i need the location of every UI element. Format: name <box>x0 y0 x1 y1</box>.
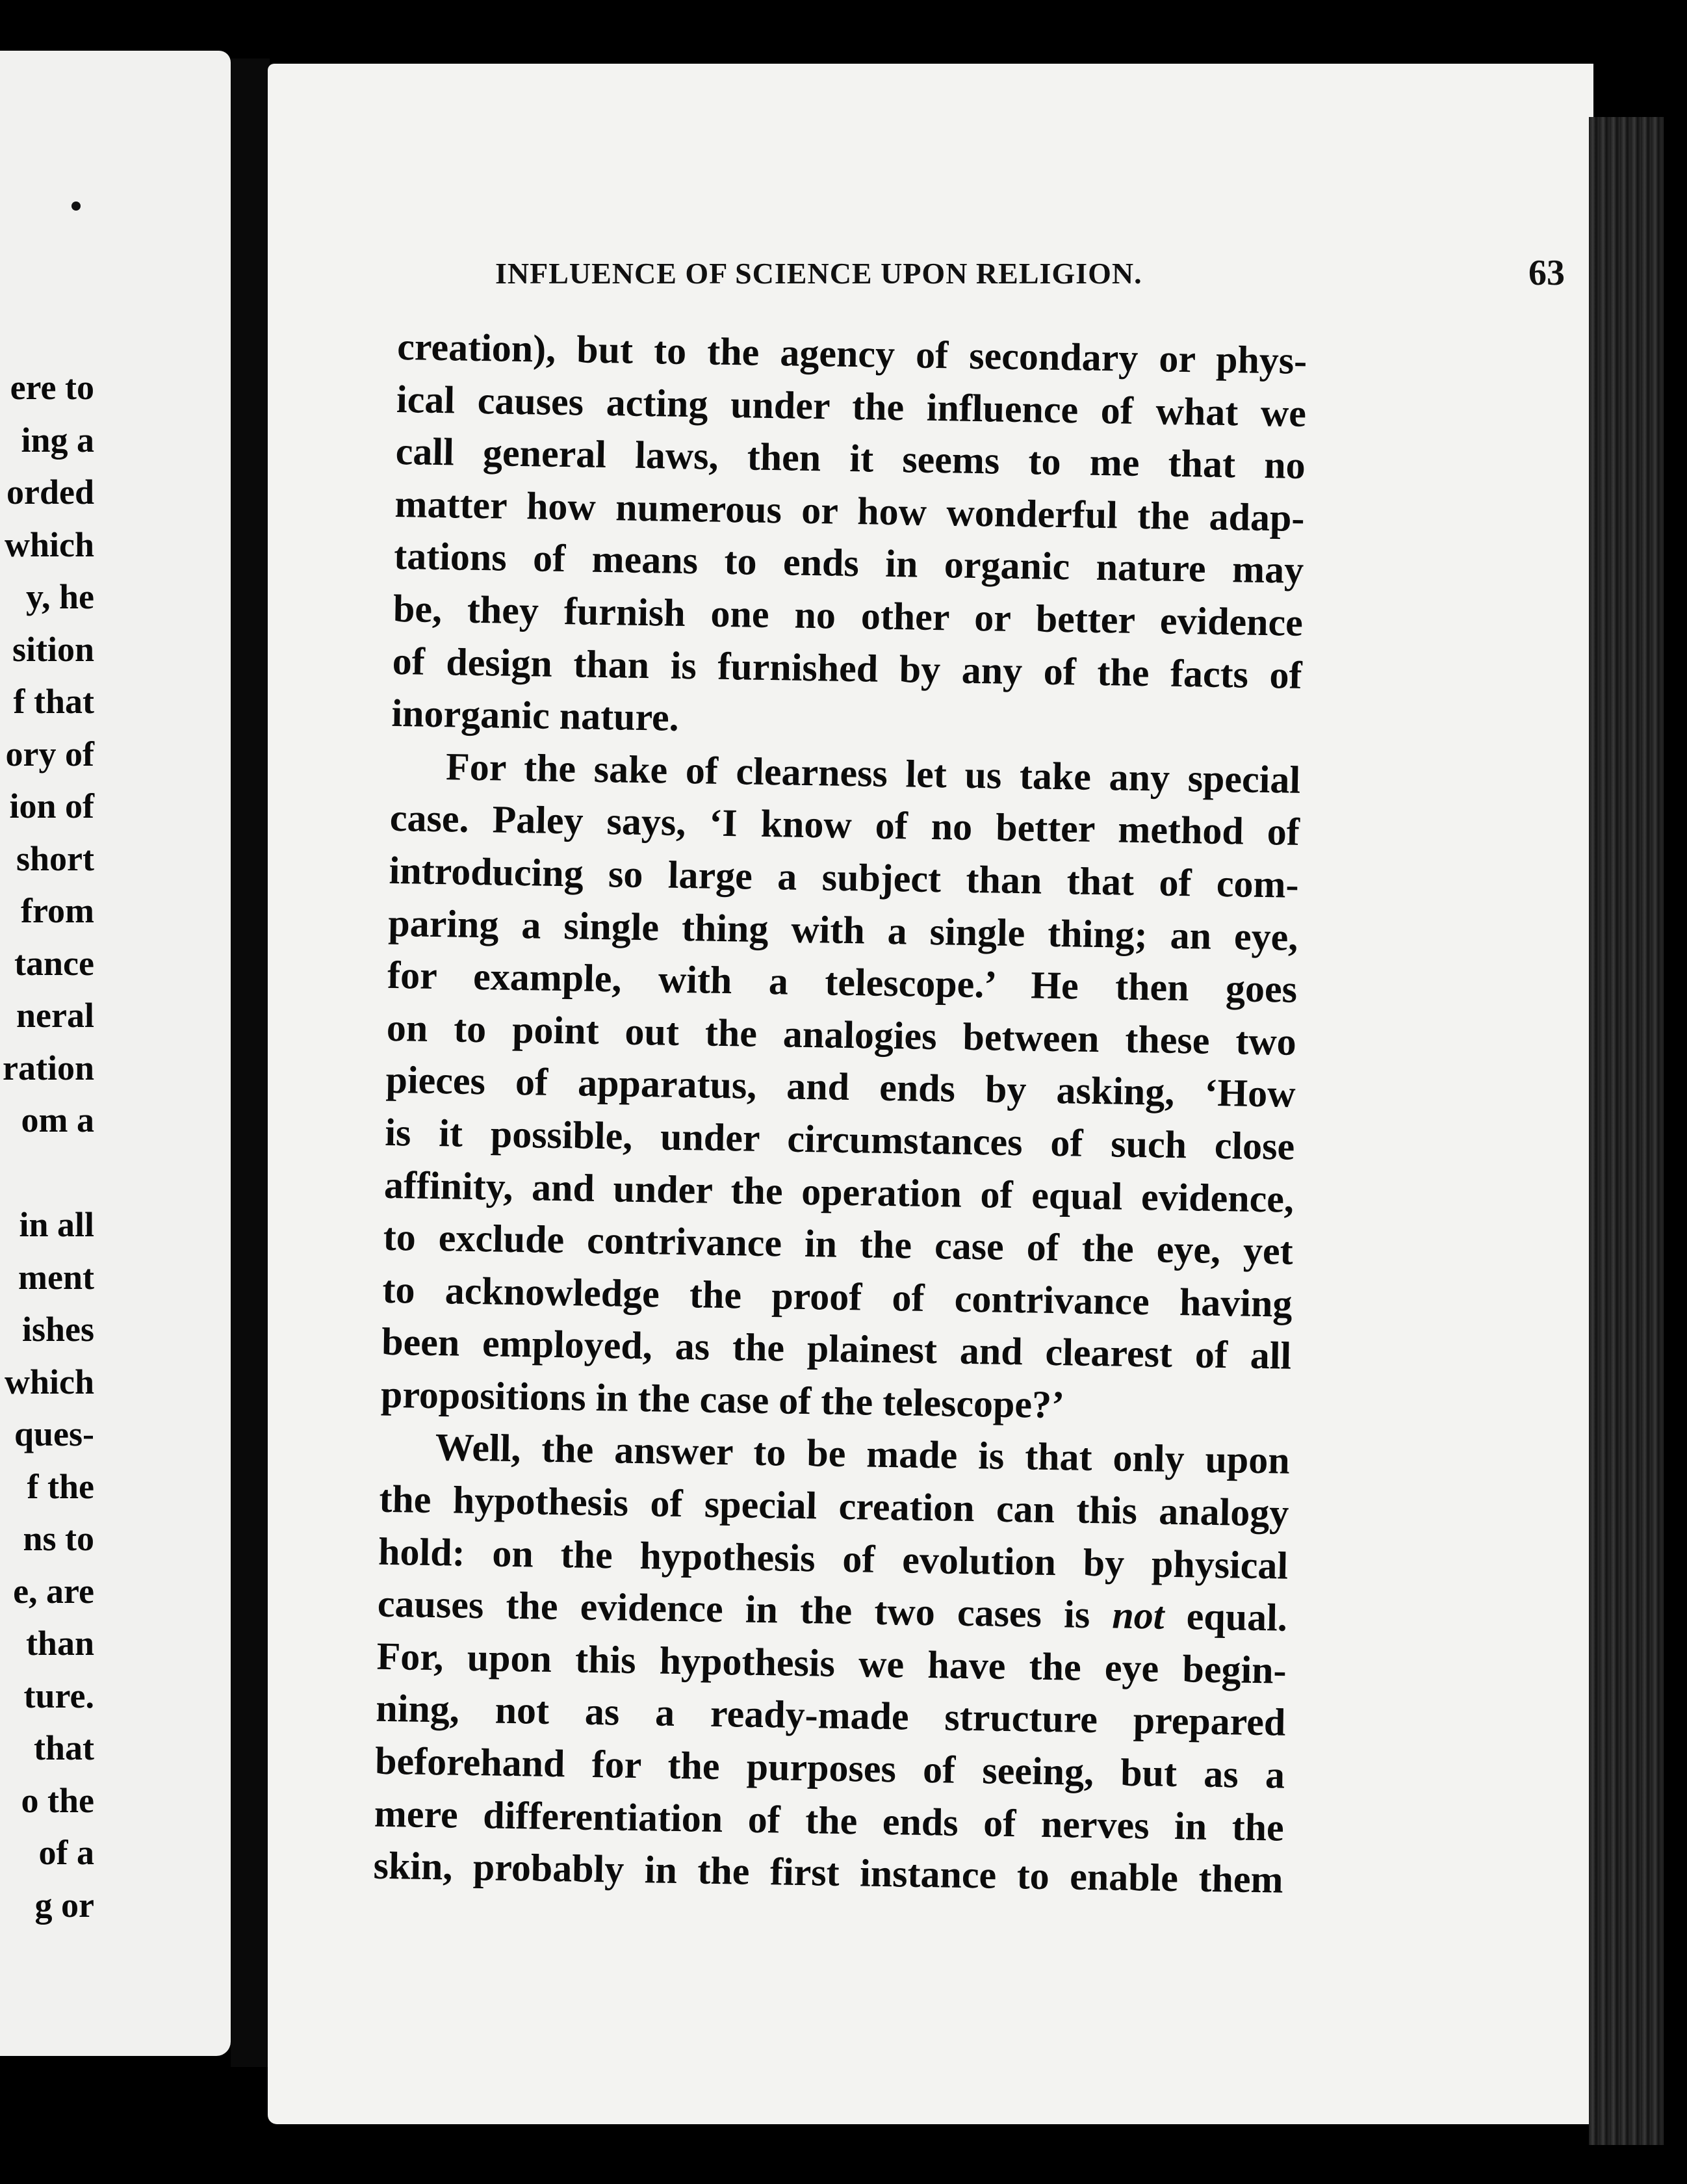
left-line: that <box>34 1728 94 1767</box>
text-line: call general laws, then it seems to me that no <box>395 430 1306 488</box>
text-run: causes the evidence in the two cases is <box>377 1582 1113 1637</box>
page-body <box>373 320 1307 1906</box>
text-line: the hypothesis of special creation can this analogy <box>379 1477 1289 1535</box>
text-line: hold: on the hypothesis of evolution by physical <box>378 1529 1289 1587</box>
text-line: case. Paley says, ‘I know of no better method of <box>389 796 1300 854</box>
left-line <box>0 1147 94 1199</box>
left-line: short <box>16 838 94 878</box>
text-line: For the sake of clearness let us take any special <box>445 745 1301 801</box>
text-line: beforehand for the purposes of seeing, but as a <box>374 1739 1285 1797</box>
right-page <box>268 64 1593 2124</box>
text-line: tations of means to ends in organic nature may <box>393 534 1304 592</box>
text-line: for example, with a telescope.’ He then goes <box>387 954 1298 1011</box>
left-line: f the <box>27 1466 94 1506</box>
text-line: ning, not as a ready-made structure prepared <box>375 1687 1286 1745</box>
left-line: neral <box>16 996 94 1035</box>
text-line: mere differentiation of the ends of nerves in the <box>374 1791 1285 1849</box>
left-line: ing a <box>21 420 94 460</box>
left-line: than <box>25 1624 94 1663</box>
left-line: e, are <box>13 1571 94 1611</box>
running-title: INFLUENCE OF SCIENCE UPON RELIGION. <box>495 257 1142 290</box>
left-line: ory of <box>5 734 94 774</box>
left-page <box>0 51 231 2056</box>
left-line: orded <box>6 473 94 512</box>
text-run: equal. <box>1164 1594 1288 1639</box>
left-line: in all <box>19 1205 94 1244</box>
left-line: g or <box>34 1885 94 1925</box>
left-line: from <box>21 891 94 930</box>
text-line: is it possible, under circumstances of such close <box>384 1110 1295 1168</box>
text-line: on to point out the analogies between these two <box>386 1006 1297 1063</box>
paragraph-3 <box>373 1420 1290 1906</box>
text-line: pieces of apparatus, and ends by asking, ‘How <box>385 1058 1296 1116</box>
italic-emphasis: not <box>1111 1593 1165 1638</box>
text-line: to exclude contrivance in the case of the eye, yet <box>383 1215 1294 1273</box>
left-line: ns to <box>23 1519 94 1558</box>
left-line: ere to <box>10 368 94 407</box>
text-line: of design than is furnished by any of the facts of <box>392 639 1303 697</box>
left-line: om a <box>21 1100 94 1139</box>
text-line: skin, probably in the first instance to enable them <box>373 1843 1284 1901</box>
left-line: o the <box>21 1780 94 1820</box>
page-number: 63 <box>1528 253 1565 293</box>
left-line: ration <box>3 1048 94 1087</box>
text-line: introducing so large a subject than that of com- <box>389 848 1300 906</box>
text-line: For, upon this hypothesis we have the eye begin- <box>376 1634 1287 1692</box>
text-line: paring a single thing with a single thing; an eye, <box>387 901 1298 959</box>
text-line: be, they furnish one no other or better evidence <box>393 586 1304 644</box>
running-header <box>495 252 1587 298</box>
left-line: ishes <box>21 1310 94 1349</box>
left-line: tance <box>14 943 94 983</box>
left-line: which <box>4 525 94 564</box>
left-line: y, he <box>25 577 94 616</box>
book-gutter <box>231 58 270 2067</box>
ink-speck <box>71 202 81 211</box>
text-line: inorganic nature. <box>391 692 680 740</box>
left-line: f that <box>13 682 94 721</box>
left-line: ture. <box>23 1676 94 1715</box>
page-edges <box>1589 117 1664 2145</box>
text-line: matter how numerous or how wonderful the adap- <box>394 482 1305 540</box>
paragraph-2 <box>380 740 1300 1435</box>
text-line: propositions in the case of the telescope?’ <box>380 1372 1065 1427</box>
text-line: to acknowledge the proof of contrivance having <box>382 1268 1293 1325</box>
left-line: sition <box>12 629 94 669</box>
left-line: ques- <box>14 1414 94 1453</box>
text-line: creation), but to the agency of secondary or phys- <box>396 324 1307 382</box>
left-line: ion of <box>9 786 94 826</box>
text-line: ical causes acting under the influence of what we <box>396 377 1307 435</box>
paragraph-1 <box>391 320 1307 754</box>
text-line: Well, the answer to be made is that only upon <box>435 1425 1291 1483</box>
left-page-text <box>0 361 94 1931</box>
left-line: which <box>4 1362 94 1401</box>
text-line: affinity, and under the operation of equal evidence, <box>383 1163 1294 1221</box>
left-line: of a <box>38 1833 94 1872</box>
left-line: ment <box>18 1257 94 1297</box>
text-line: been employed, as the plainest and clearest of all <box>381 1320 1292 1378</box>
